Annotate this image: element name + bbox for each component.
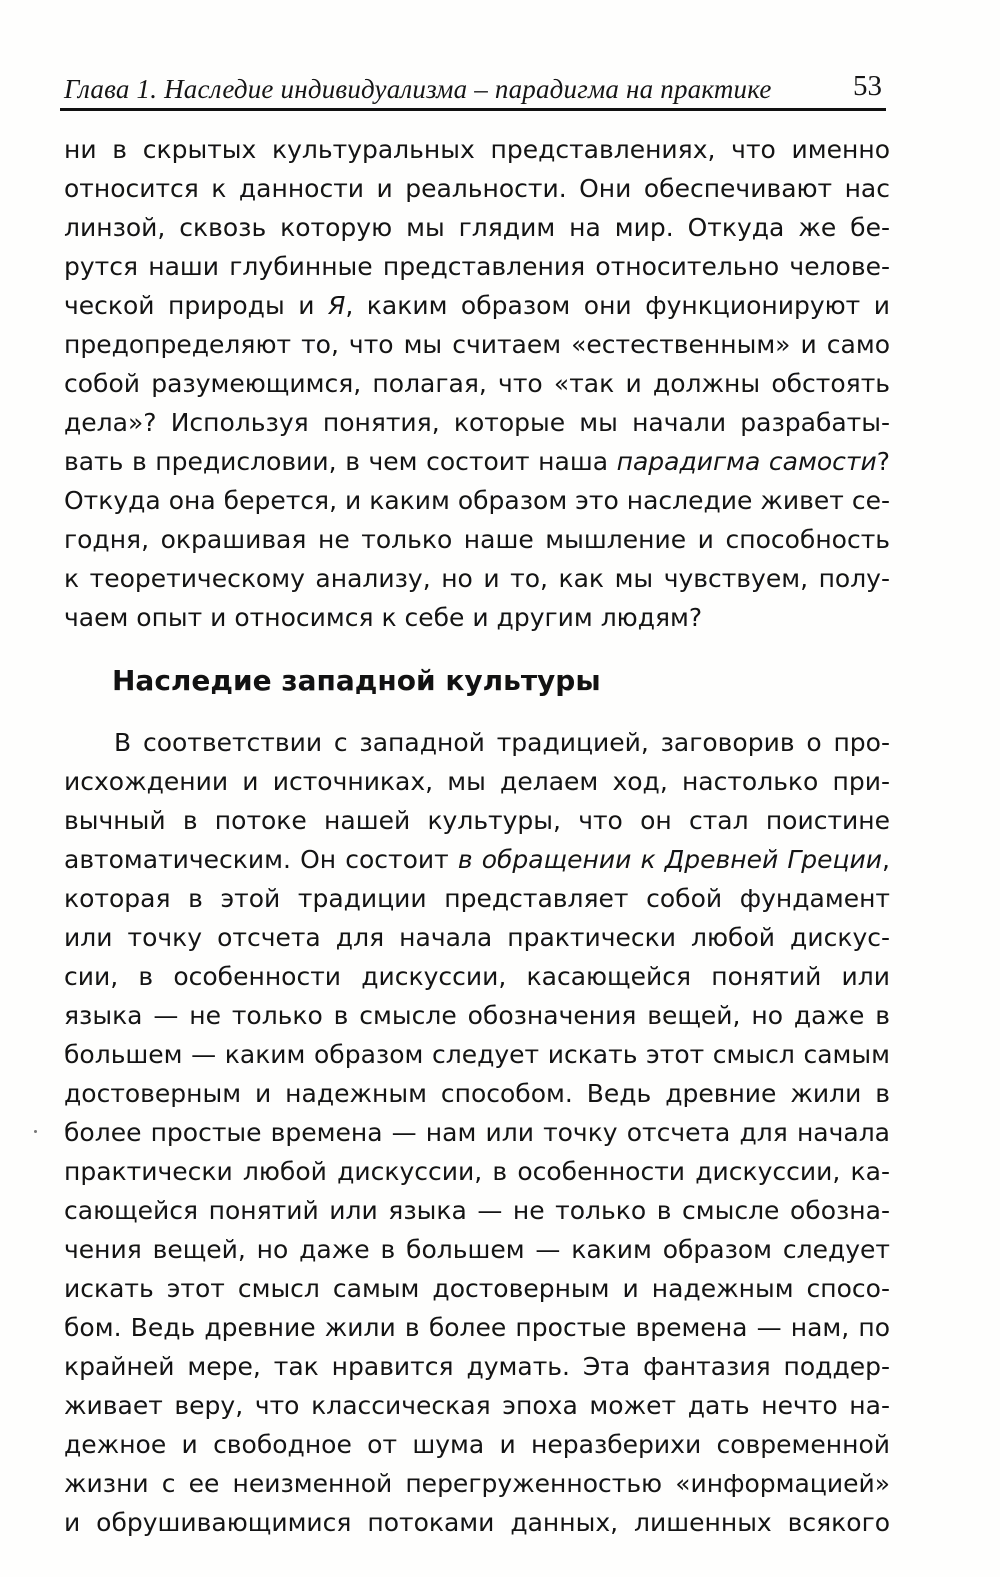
text-line: собой разумеющимся, полагая, что «так и должны обстоять xyxy=(64,369,890,398)
text-line: и обрушивающимися потоками данных, лишенных всякого xyxy=(64,1508,890,1537)
text-line: предопределяют то, что мы считаем «естественным» и само xyxy=(64,330,890,359)
text-line: ни в скрытых культуральных представлениях, что именно xyxy=(64,135,890,164)
text-line: сающейся понятий или языка — не только в смысле обозна- xyxy=(64,1196,890,1225)
text-line: сии, в особенности дискуссии, касающейся понятий или xyxy=(64,962,890,991)
text-line xyxy=(64,442,890,481)
text-line: относится к данности и реальности. Они обеспечивают нас xyxy=(64,174,890,203)
italic-term-greece: в обращении к Древней Греции xyxy=(457,845,883,874)
text-line: жизни с ее неизменной перегруженностью «информацией» xyxy=(64,1469,890,1498)
page-number: 53 xyxy=(853,70,882,102)
text-line: более простые времена — нам или точку отсчета для начала xyxy=(64,1118,890,1147)
text-line: языка — не только в смысле обозначения вещей, но даже в xyxy=(64,1001,890,1030)
margin-speck xyxy=(34,1130,37,1133)
text-run: , каким образом они функционируют и xyxy=(345,291,890,320)
italic-term-ya: Я xyxy=(327,291,346,320)
text-line: к теоретическому анализу, но и то, как мы чувствуем, полу- xyxy=(64,564,890,593)
text-run: ческой природы и xyxy=(64,291,328,320)
text-line: или точку отсчета для начала практически любой дискус- xyxy=(64,923,890,952)
text-run: автоматическим. Он состоит xyxy=(64,845,458,874)
text-line xyxy=(64,286,890,325)
text-line: бом. Ведь древние жили в более простые времена — нам, по xyxy=(64,1313,890,1342)
text-line: В соответствии с западной традицией, заговорив о про- xyxy=(114,728,890,757)
text-line: чения вещей, но даже в большем — каким образом следует xyxy=(64,1235,890,1264)
text-run: вать в предисловии, в чем состоит наша xyxy=(64,447,617,476)
text-line: искать этот смысл самым достоверным и надежным спосо- xyxy=(64,1274,890,1303)
text-line: большем — каким образом следует искать этот смысл самым xyxy=(64,1040,890,1069)
text-line: исхождении и источниках, мы делаем ход, настолько при- xyxy=(64,767,890,796)
text-line xyxy=(64,840,890,879)
text-line: которая в этой традиции представляет собой фундамент xyxy=(64,884,890,913)
text-run: , xyxy=(882,845,890,874)
text-line: достоверным и надежным способом. Ведь древние жили в xyxy=(64,1079,890,1108)
text-line: практически любой дискуссии, в особенности дискуссии, ка- xyxy=(64,1157,890,1186)
text-line: дела»? Используя понятия, которые мы начали разрабаты- xyxy=(64,408,890,437)
section-paragraph xyxy=(64,723,890,1542)
text-line: вычный в потоке нашей культуры, что он стал поистине xyxy=(64,806,890,835)
section-heading: Наследие западной культуры xyxy=(112,664,601,697)
running-header xyxy=(60,60,886,111)
chapter-running-title: Глава 1. Наследие индивидуализма – парадигма на практике xyxy=(64,74,772,104)
text-run: ? xyxy=(876,447,890,476)
text-line: чаем опыт и относимся к себе и другим людям? xyxy=(64,603,703,632)
italic-term-paradigm: парадигма самости xyxy=(616,447,877,476)
text-line: крайней мере, так нравится думать. Эта фантазия поддер- xyxy=(64,1352,890,1381)
text-line: линзой, сквозь которую мы глядим на мир. Откуда же бе- xyxy=(64,213,890,242)
text-line: Откуда она берется, и каким образом это наследие живет се- xyxy=(64,486,890,515)
text-line: годня, окрашивая не только наше мышление и способность xyxy=(64,525,890,554)
text-line: рутся наши глубинные представления относительно челове- xyxy=(64,252,890,281)
text-line: живает веру, что классическая эпоха может дать нечто на- xyxy=(64,1391,890,1420)
text-line: дежное и свободное от шума и неразберихи современной xyxy=(64,1430,890,1459)
intro-paragraph xyxy=(64,130,890,637)
